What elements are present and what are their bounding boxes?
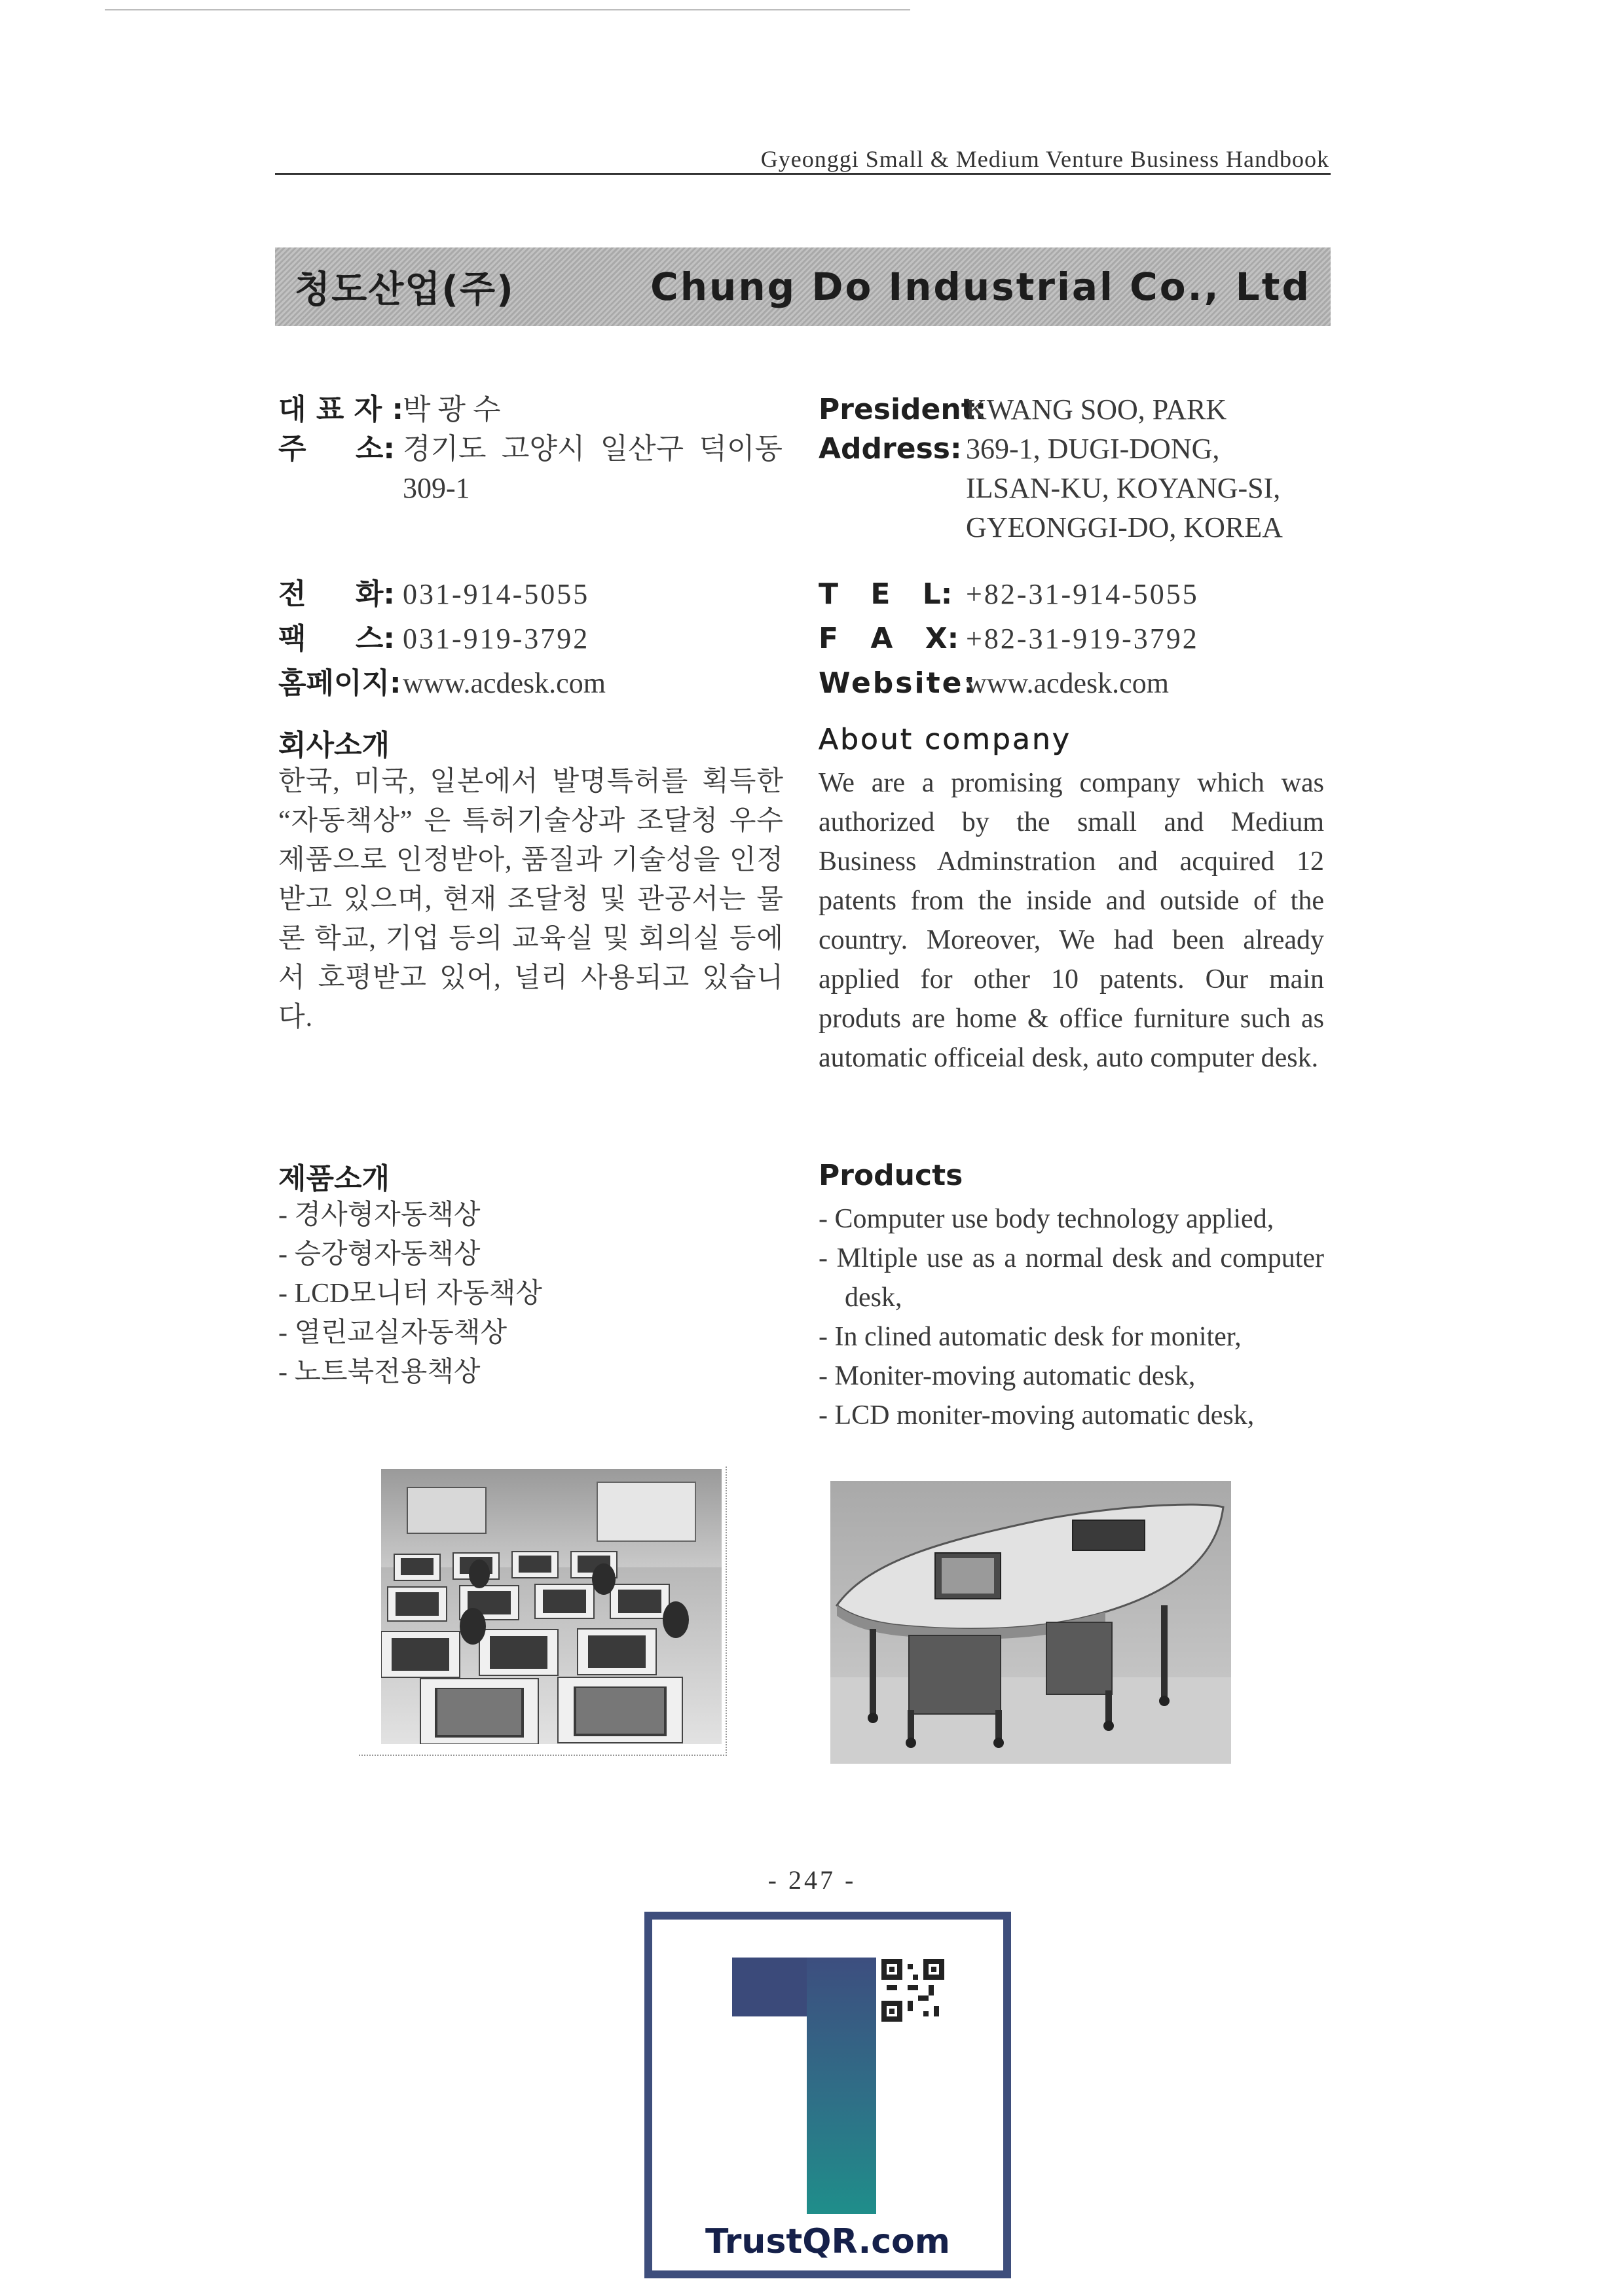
ko-fax-value: 031-919-3792 <box>403 623 590 655</box>
en-tel-value: +82-31-914-5055 <box>966 578 1199 610</box>
ko-address-row <box>278 429 789 508</box>
ko-homepage-value[interactable]: www.acdesk.com <box>403 667 606 699</box>
list-item: - 승강형자동책상 <box>278 1239 481 1269</box>
running-header: Gyeonggi Small & Medium Venture Business Handbook <box>760 146 1329 172</box>
en-website-label: Website: <box>819 666 978 700</box>
en-fax-row <box>819 619 1329 664</box>
about-english <box>819 723 1324 1078</box>
company-title-bar <box>275 247 1331 326</box>
en-website-value[interactable]: www.acdesk.com <box>966 667 1169 699</box>
en-tel-label: T E L: <box>819 577 953 611</box>
products-en-list <box>819 1199 1324 1435</box>
korean-info <box>278 390 789 508</box>
about-en-heading: About company <box>819 723 1071 756</box>
list-item: - In clined automatic desk for moniter, <box>819 1322 1242 1352</box>
en-president-value: KWANG SOO, PARK <box>966 393 1227 426</box>
ko-fax-row <box>278 619 789 664</box>
products-english <box>819 1159 1324 1435</box>
products-korean <box>278 1155 789 1392</box>
qr-code-icon <box>881 1959 944 2022</box>
ko-address-label: 주 소: <box>278 432 395 465</box>
en-website-row <box>819 664 1329 708</box>
ko-address-value: 경기도 고양시 일산구 덕이동 309-1 <box>403 433 783 504</box>
en-address-value <box>966 429 1283 547</box>
curved-desk-illustration <box>830 1481 1231 1764</box>
classroom-desks-photo <box>359 1467 727 1756</box>
ko-tel-label: 전 화: <box>278 577 395 611</box>
trustqr-badge <box>644 1912 1011 2278</box>
english-info <box>819 390 1329 547</box>
list-item: - LCD moniter-moving automatic desk, <box>819 1400 1255 1430</box>
ko-tel-value: 031-914-5055 <box>403 578 590 610</box>
en-fax-value: +82-31-919-3792 <box>966 623 1199 655</box>
header-rule <box>275 173 1331 175</box>
about-ko-text: 한국, 미국, 일본에서 발명특허를 획득한 “자동책상” 은 특허기술상과 조달청 우수제품으로 인정받아, 품질과 기술성을 인정받고 있으며, 현재 조달청 및 관공서는 물론 학교, 기업 등의 교육실 및 회의실 등에서 호평받고 있어, 널리 사용되고 있습니다. <box>278 767 784 1032</box>
ko-fax-label: 팩 스: <box>278 622 395 655</box>
about-en-text: We are a promising company which was authorized by the small and Medium Business Adminstration and acquired 12 patents from the inside and outside of the country. Moreover, We had been already applied for other 10 patents. Our main produts are home & office furniture such as automatic officeial desk, auto computer desk. <box>819 768 1324 1073</box>
list-item: - 경사형자동책상 <box>278 1200 481 1230</box>
scan-top-line <box>105 9 910 10</box>
list-item: - 열린교실자동책상 <box>278 1318 507 1348</box>
products-ko-heading: 제품소개 <box>278 1162 390 1195</box>
korean-contact <box>278 575 789 708</box>
about-ko-heading: 회사소개 <box>278 729 390 762</box>
classroom-illustration <box>381 1469 722 1744</box>
en-president-row <box>819 390 1329 429</box>
ko-homepage-label: 홈페이지: <box>278 666 401 700</box>
t-logo-icon <box>652 1920 1003 2270</box>
en-address-row <box>819 429 1329 547</box>
about-korean <box>278 721 784 1037</box>
en-tel-row <box>819 575 1329 619</box>
en-president-label: President: <box>819 393 987 426</box>
curved-desk-photo <box>830 1481 1231 1764</box>
ko-president-label: 대 표 자 : <box>278 393 404 426</box>
page-number: - 247 - <box>767 1865 857 1895</box>
list-item: - 노트북전용책상 <box>278 1357 481 1387</box>
company-name-korean: 청도산업(주) <box>295 268 515 311</box>
list-item: - Computer use body technology applied, <box>819 1204 1274 1234</box>
en-address-label: Address: <box>819 432 962 465</box>
en-fax-label: F A X: <box>819 622 959 655</box>
ko-president-value: 박 광 수 <box>403 393 501 426</box>
list-item: - LCD모니터 자동책상 <box>278 1279 542 1309</box>
list-item: - Mltiple use as a normal desk and computer desk, <box>819 1243 1324 1313</box>
en-address-line: 369-1, DUGI-DONG, <box>966 433 1220 465</box>
products-en-heading: Products <box>819 1159 963 1192</box>
list-item: - Moniter-moving automatic desk, <box>819 1361 1196 1391</box>
trustqr-label[interactable]: TrustQR.com <box>705 2222 950 2261</box>
en-address-line: ILSAN-KU, KOYANG-SI, <box>966 472 1281 504</box>
en-address-line: GYEONGGI-DO, KOREA <box>966 511 1283 543</box>
ko-tel-row <box>278 575 789 619</box>
ko-president-row <box>278 390 789 429</box>
products-ko-list <box>278 1195 789 1392</box>
company-name-english: Chung Do Industrial Co., Ltd <box>650 264 1311 309</box>
english-contact <box>819 575 1329 708</box>
ko-homepage-row <box>278 664 789 708</box>
